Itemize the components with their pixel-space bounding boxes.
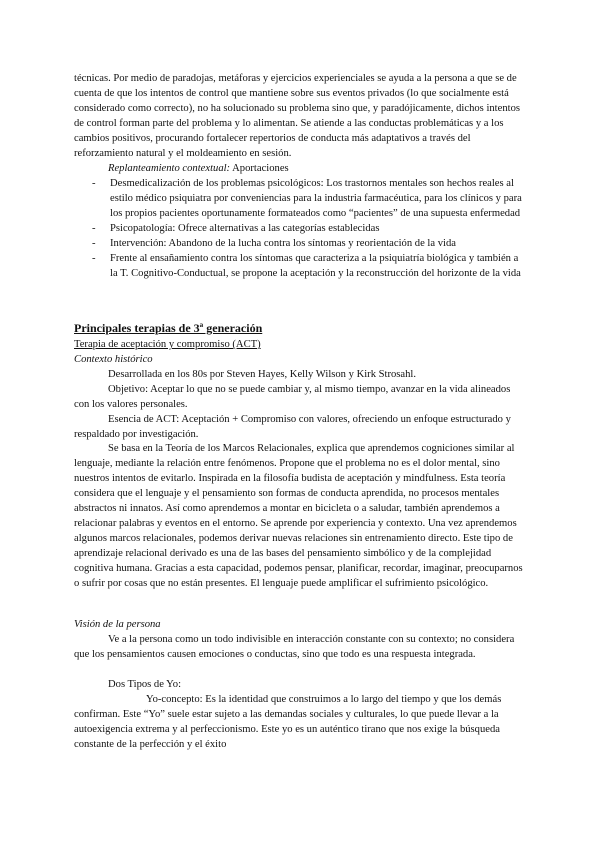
bullet-marker: - bbox=[92, 178, 96, 189]
contexto-paragraph-2: Objetivo: Aceptar lo que no se puede cambiar y, al mismo tiempo, avanzar en la vida alineados con los valores personales. bbox=[74, 384, 511, 410]
replanteamiento-line bbox=[74, 161, 526, 176]
dos-tipos-label: Dos Tipos de Yo: bbox=[108, 679, 182, 690]
vision-label: Visión de la persona bbox=[74, 619, 161, 630]
bullet-marker: - bbox=[92, 238, 96, 249]
bullet-marker: - bbox=[92, 223, 96, 234]
list-item-text: Frente al ensañamiento contra los síntomas que caracteriza a la psiquiatría biológica y también a la T. Cognitivo-Conductual, se propone la aceptación y la reconstrucción del horizonte de la vida bbox=[110, 253, 521, 279]
contexto-label: Contexto histórico bbox=[74, 354, 153, 365]
vision-paragraph: Ve a la persona como un todo indivisible en interacción constante con su contexto; no considera que los pensamientos causen emociones o conductas, sino que todo es una respuesta integrada. bbox=[74, 634, 515, 660]
contexto-paragraph-4: Se basa en la Teoría de los Marcos Relacionales, explica que aprendemos cogniciones similar al lenguaje, mediante la relación entre fenómenos. Propone que el problema no es el dolor mental, sino nuestros intentos de evitarlo. Inspirada en la filosofía budista de aceptación y mindfulness. Esta teoría considera que el lenguaje y el pensamiento son formas de conducta aprendida, no procesos mentales abstractos ni innatos. Así como aprendemos a montar en bicicleta o a saludar, también aprendemos a relacionar palabras y eventos en el entorno. Se aprende por experiencia y contexto. Una vez aprendemos algunos marcos relacionales, podemos derivar nuevas relaciones sin entrenamiento directo. Este tipo de aprendizaje relacional derivado es una de las bases del pensamiento simbólico y de la complejidad cognitiva humana. Gracias a esta capacidad, podemos pensar, planificar, recordar, imaginar, preocuparnos o sufrir por cosas que no están presentes. El lenguaje puede amplificar el sufrimiento psicológico. bbox=[74, 443, 523, 589]
replanteamiento-label: Replanteamiento contextual: bbox=[108, 163, 231, 174]
yo-concepto-paragraph: Yo-concepto: Es la identidad que construimos a lo largo del tiempo y que los demás confirman. Este “Yo” suele estar sujeto a las demandas sociales y culturales, lo que puede llevar a la autoexigencia extrema y al perfeccionismo. Este yo es un auténtico tirano que nos exige la búsqueda constante de la perfección y el éxito bbox=[74, 694, 502, 750]
section-heading: Principales terapias de 3ª generación bbox=[74, 321, 263, 335]
list-item-text: Intervención: Abandono de la lucha contra los síntomas y reorientación de la vida bbox=[110, 238, 456, 249]
list-item-text: Desmedicalización de los problemas psicológicos: Los trastornos mentales son hechos reales al estilo médico psiquiatra por conveniencias para la industria farmacéutica, para los clínicos y para los propios pacientes oportunamente formateados como “pacientes” de una supuesta enfermedad bbox=[110, 178, 522, 219]
intro-paragraph: técnicas. Por medio de paradojas, metáforas y ejercicios experienciales se ayuda a la persona a que se de cuenta de que los intentos de control que mantiene sobre sus eventos privados (lo que socialmente está considerado como correcto), no ha solucionado su problema sino que, y paradójicamente, dichos intentos de control forman parte del problema y lo alimentan. Se atiende a las conductas problemáticas y a los cambios positivos, procurando fortalecer repertorios de conducta más adaptativos a través del reforzamiento natural y el moldeamiento en sesión. bbox=[74, 73, 520, 159]
act-title: Terapia de aceptación y compromiso (ACT) bbox=[74, 339, 261, 350]
replanteamiento-rest: Aportaciones bbox=[230, 163, 289, 174]
list-item bbox=[92, 176, 526, 221]
list-item bbox=[92, 251, 526, 281]
bullet-marker: - bbox=[92, 253, 96, 264]
aportaciones-list bbox=[92, 176, 526, 281]
list-item-text: Psicopatología: Ofrece alternativas a las categorías establecidas bbox=[110, 223, 380, 234]
list-item bbox=[92, 236, 526, 251]
list-item bbox=[92, 221, 526, 236]
contexto-paragraph-3: Esencia de ACT: Aceptación + Compromiso con valores, ofreciendo un enfoque estructurado y respaldado por investigación. bbox=[74, 414, 511, 440]
contexto-paragraph-1: Desarrollada en los 80s por Steven Hayes, Kelly Wilson y Kirk Strosahl. bbox=[108, 369, 417, 380]
